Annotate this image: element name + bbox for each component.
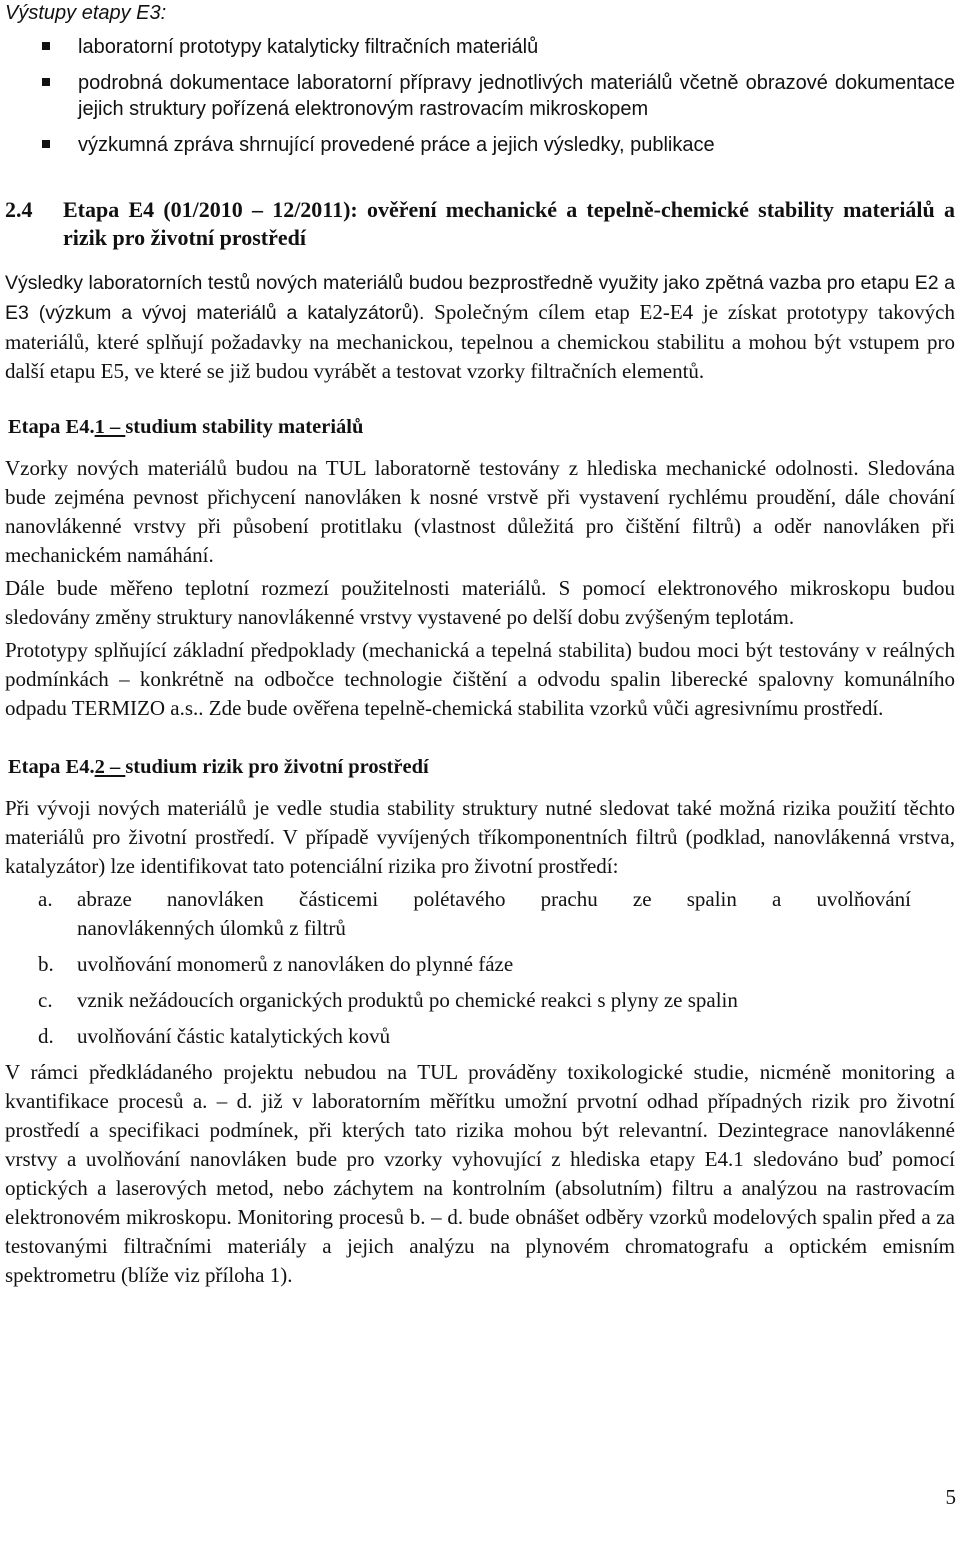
outputs-heading: Výstupy etapy E3: [5,2,167,24]
section-title: Etapa E4 (01/2010 – 12/2011): ověření mechanické a tepelně-chemické stability materiálů a rizik pro životní prostředí [63,197,955,250]
list-item: b. uvolňování monomerů z nanovláken do plynné fáze [5,950,955,979]
document-page [5,0,955,1290]
section-intro-serif: Společným cílem etap E2-E4 je získat prototypy takových materiálů, které splňují požadavky na mechanickou, tepelnou a chemickou stabilitu a mohou být vstupem pro další etapu E5, ve které se již budou vyrábět a testovat vzorky filtračních elementů. [5,300,955,383]
list-item: podrobná dokumentace laboratorní přípravy jednotlivých materiálů včetně obrazové dokumentace jejich struktury pořízená elektronovým rastrovacím mikroskopem [5,70,955,122]
subsection-heading-e42: Etapa E4.2 – studium rizik pro životní prostředí [8,756,429,778]
square-bullet-icon [42,42,50,50]
section-number: 2.4 [5,197,33,222]
list-marker: c. [38,988,53,1012]
section-heading [5,196,955,252]
risk-list [5,885,955,1051]
paragraph: Dále bude měřeno teplotní rozmezí použitelnosti materiálů. S pomocí elektronového mikroskopu budou sledovány změny struktury nanovlákenné vrstvy vystavené po delší dobu zvýšeným teplotám. [5,576,955,629]
subsection-heading-e41: Etapa E4.1 – studium stability materiálů [8,416,364,438]
list-item: d. uvolňování částic katalytických kovů [5,1022,955,1051]
list-item: a. abraze nanovláken částicemi polétavého prachu ze spalin a uvolňování nanovlákenných úlomků z filtrů [5,885,955,943]
outputs-list [5,34,955,158]
section-intro [5,268,955,386]
paragraph: V rámci předkládaného projektu nebudou na TUL prováděny toxikologické studie, nicméně monitoring a kvantifikace procesů a. – d. již v laboratorním měřítku umožní prvotní odhad případných rizik pro životní prostředí a specifikaci podmínek, při kterých tato rizika mohou být relevantní. Dezintegrace nanovlákenné vrstvy a uvolňování nanovláken bude pro vzorky vyhovující z hlediska etapy E4.1 sledováno buď pomocí optických a laserových metod, nebo záchytem na kontrolním (absolutním) filtru a analýzou na rastrovacím elektronovém mikroskopu. Monitoring procesů b. – d. bude obnášet odběry vzorků modelových spalin před a za testovanými filtračními materiály a jejich analýzu na plynovém chromatografu a optickém emisním spektrometru (blíže viz příloha 1). [5,1060,955,1287]
list-item: výzkumná zpráva shrnující provedené práce a jejich výsledky, publikace [5,132,955,158]
list-marker: b. [38,952,54,976]
list-marker: d. [38,1024,54,1048]
list-item: c. vznik nežádoucích organických produktů po chemické reakci s plyny ze spalin [5,986,955,1015]
list-item: laboratorní prototypy katalyticky filtračních materiálů [5,34,955,60]
paragraph: Při vývoji nových materiálů je vedle studia stability struktury nutné sledovat také možná rizika použití těchto materiálů pro životní prostředí. V případě vyvíjených tříkomponentních filtrů (podklad, nanovlákenná vrstva, katalyzátor) lze identifikovat tato potenciální rizika pro životní prostředí: [5,796,955,878]
paragraph: Vzorky nových materiálů budou na TUL laboratorně testovány z hlediska mechanické odolnosti. Sledována bude zejména pevnost přichycení nanovláken k nosné vrstvě při vystavení rychlému proudění, dále chování nanovlákenné vrstvy při působení protitlaku (vlastnost důležitá pro čištění filtrů) a oděr nanovláken při mechanickém namáhání. [5,456,955,567]
square-bullet-icon [42,140,50,148]
paragraph: Prototypy splňující základní předpoklady (mechanická a tepelná stabilita) budou moci být testovány v reálných podmínkách – konkrétně na odbočce technologie čištění a odvodu spalin liberecké spalovny komunálního odpadu TERMIZO a.s.. Zde bude ověřena tepelně-chemická stabilita vzorků vůči agresivnímu prostředí. [5,638,955,720]
page-number: 5 [945,1485,956,1509]
section-intro-sans: Výsledky laboratorních testů nových materiálů budou bezprostředně využity jako zpětná vazba pro etapu E2 a E3 (výzkum a vývoj materiálů a katalyzátorů). [5,272,955,324]
square-bullet-icon [42,78,50,86]
list-marker: a. [38,887,53,911]
